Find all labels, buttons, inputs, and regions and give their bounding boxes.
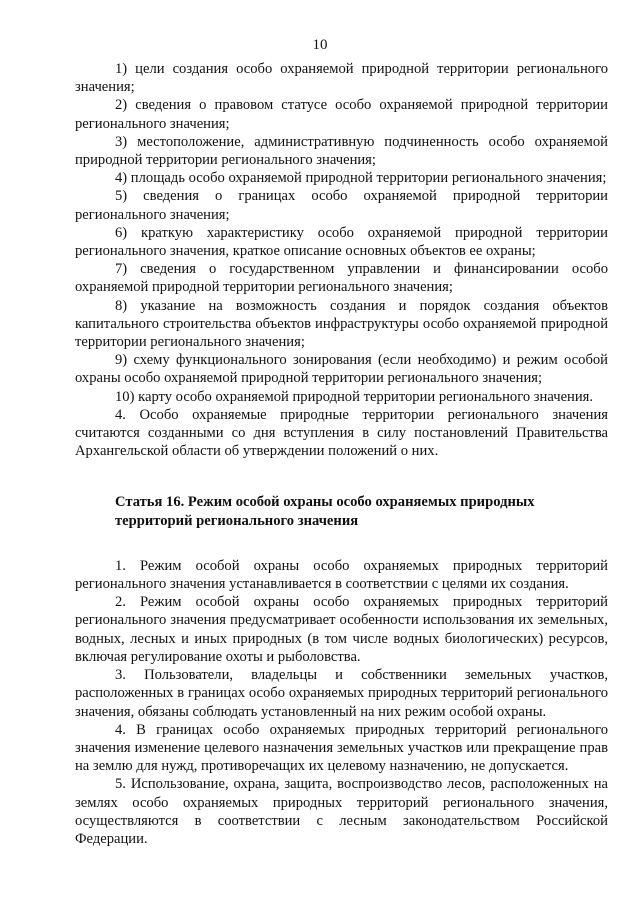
list-item-8: 8) указание на возможность создания и порядок создания объектов капитального строительства объектов инфраструктуры особо охраняемой природной территории регионального значения; — [75, 297, 608, 351]
article-clause-5: 5. Использование, охрана, защита, воспроизводство лесов, расположенных на землях особо охраняемых природных территорий регионального значения, осуществляются в соответствии с лесным законодательством Российской Федерации. — [75, 776, 608, 847]
document-body — [75, 60, 608, 848]
article-clause-4: 4. В границах особо охраняемых природных территорий регионального значения изменение целевого назначения земельных участков или прекращение прав на землю для нужд, противоречащих их целевому назначению, не допускается. — [75, 721, 608, 775]
article-heading-line1: Статья 16. Режим особой охраны особо охраняемых природных — [115, 494, 535, 511]
page-number: 10 — [312, 37, 328, 53]
article-heading — [75, 493, 608, 529]
article-clause-1: 1. Режим особой охраны особо охраняемых природных территорий регионального значения устанавливается в соответствии с целями их создания. — [75, 557, 608, 593]
list-item-10: 10) карту особо охраняемой природной территории регионального значения. — [115, 388, 594, 405]
article-heading-line2: территорий регионального значения — [115, 512, 359, 529]
list-item-7: 7) сведения о государственном управлении и финансировании особо охраняемой природной территории регионального значения; — [75, 261, 608, 296]
list-item-6: 6) краткую характеристику особо охраняемой природной территории регионального значения, краткое описание основных объектов ее охраны; — [75, 224, 608, 260]
list-item-2: 2) сведения о правовом статусе особо охраняемой природной территории регионального значения; — [75, 97, 608, 132]
list-item-3: 3) местоположение, административную подчиненность особо охраняемой природной территории регионального значения; — [75, 133, 608, 169]
list-item-1: 1) цели создания особо охраняемой природной территории регионального значения; — [75, 61, 608, 96]
list-item-4: 4) площадь особо охраняемой природной территории регионального значения; — [115, 170, 607, 187]
article-clause-2: 2. Режим особой охраны особо охраняемых природных территорий регионального значения предусматривает особенности использования их земельных, водных, лесных и иных природных (в том числе водных биологических) ресурсов, включая регулирование охоты и рыболовства. — [75, 594, 608, 665]
list-item-5: 5) сведения о границах особо охраняемой природной территории регионального значения; — [75, 188, 608, 223]
article-clause-3: 3. Пользователи, владельцы и собственники земельных участков, расположенных в границах особо охраняемых природных территорий регионального значения, обязаны соблюдать установленный на них режим особой охраны. — [75, 667, 608, 720]
clause-4: 4. Особо охраняемые природные территории регионального значения считаются созданными со дня вступления в силу постановлений Правительства Архангельской области об утверждении положений о них. — [75, 406, 608, 460]
list-item-9: 9) схему функционального зонирования (если необходимо) и режим особой охраны особо охраняемой природной территории регионального значения; — [75, 352, 608, 387]
